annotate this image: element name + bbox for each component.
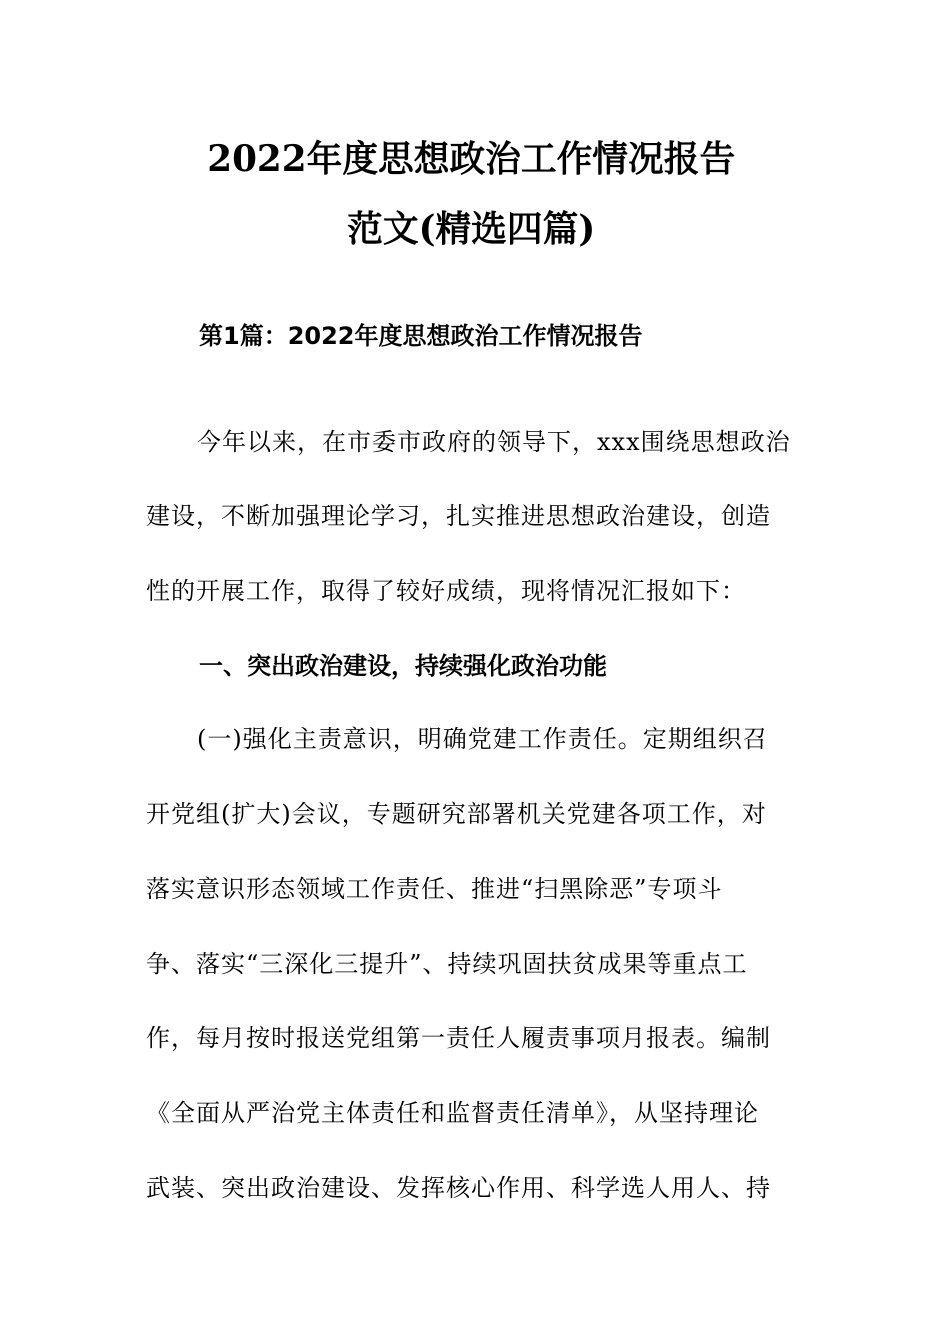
paragraph-line: 武装、突出政治建设、发挥核心作用、科学选人用人、持 — [146, 1174, 771, 1202]
document-title-line-1: 2022年度思想政治工作情况报告 — [207, 138, 736, 180]
paragraph-line: 开党组(扩大)会议，专题研究部署机关党建各项工作，对 — [146, 800, 767, 828]
document-title-line-2: 范文(精选四篇) — [347, 208, 596, 250]
article-heading: 第1篇：2022年度思想政治工作情况报告 — [199, 322, 643, 350]
paragraph-line: 建设，不断加强理论学习，扎实推进思想政治建设，创造 — [146, 502, 771, 530]
section-heading: 一、突出政治建设，持续强化政治功能 — [199, 652, 607, 680]
paragraph-line: 今年以来，在市委市政府的领导下，xxx围绕思想政治 — [197, 428, 791, 456]
paragraph-line: 作，每月按时报送党组第一责任人履责事项月报表。编制 — [146, 1024, 771, 1052]
paragraph-line: 争、落实“三深化三提升”、持续巩固扶贫成果等重点工 — [146, 950, 748, 978]
paragraph-line: 性的开展工作，取得了较好成绩，现将情况汇报如下： — [146, 577, 746, 605]
paragraph-line: 落实意识形态领域工作责任、推进“扫黑除恶”专项斗 — [146, 875, 723, 903]
paragraph-line: 《全面从严治党主体责任和监督责任清单》，从坚持理论 — [146, 1099, 759, 1127]
paragraph-line: (一)强化主责意识，明确党建工作责任。定期组织召 — [197, 725, 768, 753]
